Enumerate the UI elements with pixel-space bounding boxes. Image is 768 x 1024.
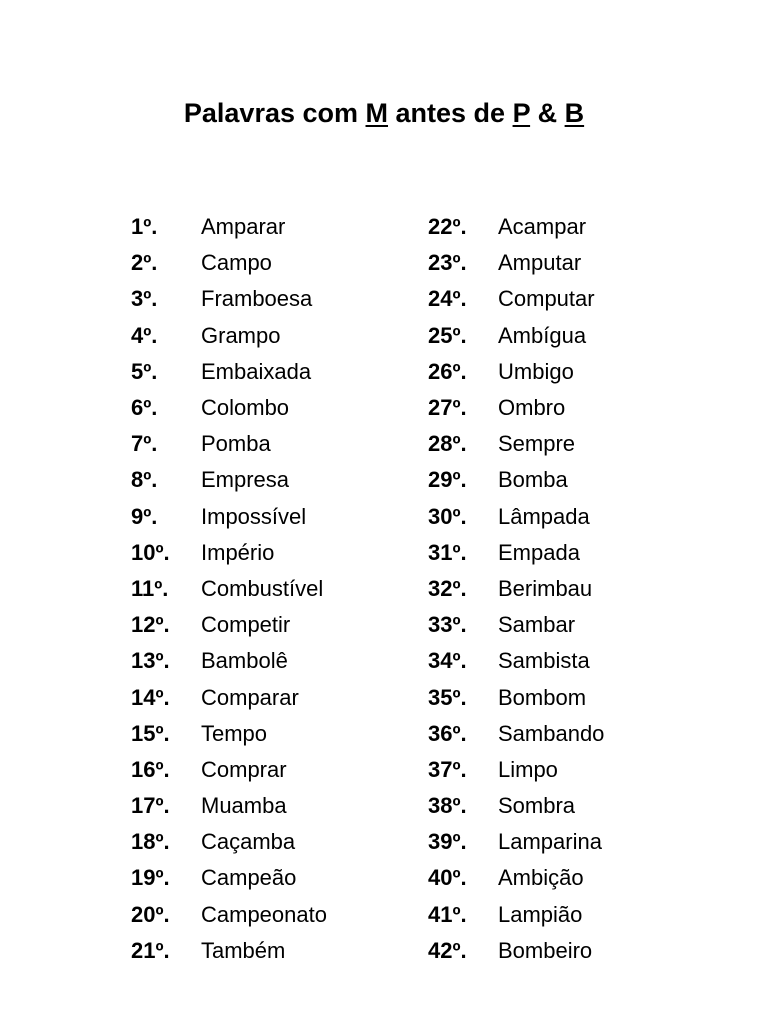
title-text-1: Palavras com	[183, 98, 366, 128]
item-number: 2º.	[131, 250, 158, 276]
item-number: 7º.	[131, 431, 158, 457]
list-item	[131, 860, 421, 896]
item-word: Bombom	[498, 684, 587, 710]
list-item	[131, 824, 421, 860]
title-letter-m: M	[365, 98, 389, 128]
item-number: 16º.	[131, 756, 170, 782]
item-number: 20º.	[131, 901, 170, 927]
list-item	[428, 318, 718, 354]
list-item	[428, 390, 718, 426]
item-word: Lâmpada	[498, 503, 590, 529]
title-letter-p: P	[512, 98, 531, 128]
item-number: 32º.	[428, 575, 467, 601]
list-item	[428, 752, 718, 788]
list-item	[428, 571, 718, 607]
item-number: 24º.	[428, 286, 467, 312]
list-item	[428, 281, 718, 317]
item-number: 22º.	[428, 214, 467, 240]
item-word: Sombra	[498, 793, 576, 819]
item-number: 37º.	[428, 756, 467, 782]
list-item	[131, 897, 421, 933]
list-item	[428, 535, 718, 571]
item-number: 12º.	[131, 612, 170, 638]
item-word: Framboesa	[201, 286, 313, 312]
item-word: Sambando	[498, 720, 605, 746]
item-number: 5º.	[131, 358, 158, 384]
list-item	[428, 209, 718, 245]
item-word: Sempre	[498, 431, 576, 457]
item-number: 29º.	[428, 467, 467, 493]
list-item	[428, 860, 718, 896]
item-number: 35º.	[428, 684, 467, 710]
list-item	[131, 679, 421, 715]
item-word: Campeão	[201, 865, 297, 891]
item-number: 31º.	[428, 539, 467, 565]
list-item	[131, 643, 421, 679]
item-number: 4º.	[131, 322, 158, 348]
item-number: 25º.	[428, 322, 467, 348]
item-number: 23º.	[428, 250, 467, 276]
item-word: Ambição	[498, 865, 584, 891]
item-number: 15º.	[131, 720, 170, 746]
word-list-left	[131, 209, 421, 969]
item-number: 34º.	[428, 648, 467, 674]
item-word: Impossível	[201, 503, 307, 529]
list-item	[131, 571, 421, 607]
item-word: Amputar	[498, 250, 582, 276]
list-item	[131, 281, 421, 317]
item-word: Umbigo	[498, 358, 574, 384]
item-number: 36º.	[428, 720, 467, 746]
item-number: 30º.	[428, 503, 467, 529]
item-number: 10º.	[131, 539, 170, 565]
item-word: Sambista	[498, 648, 590, 674]
item-number: 38º.	[428, 793, 467, 819]
item-number: 17º.	[131, 793, 170, 819]
list-item	[131, 462, 421, 498]
word-list-right	[428, 209, 718, 969]
list-item	[428, 426, 718, 462]
item-word: Muamba	[201, 793, 287, 819]
item-number: 27º.	[428, 395, 467, 421]
list-item	[131, 245, 421, 281]
page-title	[0, 96, 768, 130]
item-number: 28º.	[428, 431, 467, 457]
list-item	[428, 788, 718, 824]
title-text-2: antes de	[388, 98, 513, 128]
item-number: 39º.	[428, 829, 467, 855]
list-item	[428, 462, 718, 498]
item-number: 8º.	[131, 467, 158, 493]
list-item	[131, 390, 421, 426]
item-number: 41º.	[428, 901, 467, 927]
item-word: Combustível	[201, 575, 324, 601]
title-text-3: &	[530, 98, 565, 128]
list-item	[428, 499, 718, 535]
list-item	[428, 897, 718, 933]
item-word: Lamparina	[498, 829, 602, 855]
item-number: 42º.	[428, 937, 467, 963]
item-word: Campeonato	[201, 901, 327, 927]
item-word: Grampo	[201, 322, 281, 348]
item-word: Limpo	[498, 756, 558, 782]
title-letter-b: B	[564, 98, 585, 128]
item-word: Empresa	[201, 467, 290, 493]
item-word: Império	[201, 539, 275, 565]
list-item	[131, 933, 421, 969]
item-number: 3º.	[131, 286, 158, 312]
item-number: 19º.	[131, 865, 170, 891]
item-word: Competir	[201, 612, 291, 638]
item-word: Pomba	[201, 431, 271, 457]
item-word: Também	[201, 937, 286, 963]
list-item	[131, 499, 421, 535]
item-number: 26º.	[428, 358, 467, 384]
item-word: Bomba	[498, 467, 568, 493]
list-item	[428, 245, 718, 281]
list-item	[131, 752, 421, 788]
item-word: Lampião	[498, 901, 583, 927]
list-item	[131, 716, 421, 752]
item-word: Colombo	[201, 395, 290, 421]
list-item	[131, 535, 421, 571]
item-word: Bambolê	[201, 648, 288, 674]
item-word: Campo	[201, 250, 272, 276]
item-number: 40º.	[428, 865, 467, 891]
list-item	[131, 788, 421, 824]
item-word: Ombro	[498, 395, 566, 421]
list-item	[428, 824, 718, 860]
item-word: Embaixada	[201, 358, 312, 384]
item-word: Tempo	[201, 720, 268, 746]
item-word: Berimbau	[498, 575, 593, 601]
list-item	[428, 607, 718, 643]
item-number: 6º.	[131, 395, 158, 421]
list-item	[428, 933, 718, 969]
item-number: 33º.	[428, 612, 467, 638]
item-number: 1º.	[131, 214, 158, 240]
item-word: Comprar	[201, 756, 287, 782]
list-item	[131, 354, 421, 390]
list-item	[131, 209, 421, 245]
item-number: 11º.	[131, 575, 169, 601]
list-item	[428, 354, 718, 390]
item-word: Empada	[498, 539, 580, 565]
item-number: 18º.	[131, 829, 170, 855]
item-number: 14º.	[131, 684, 170, 710]
list-item	[428, 679, 718, 715]
list-item	[428, 716, 718, 752]
item-word: Sambar	[498, 612, 576, 638]
item-number: 13º.	[131, 648, 170, 674]
item-word: Ambígua	[498, 322, 587, 348]
item-word: Bombeiro	[498, 937, 593, 963]
item-number: 9º.	[131, 503, 158, 529]
item-word: Amparar	[201, 214, 286, 240]
item-number: 21º.	[131, 937, 170, 963]
list-item	[131, 607, 421, 643]
list-item	[131, 426, 421, 462]
item-word: Comparar	[201, 684, 299, 710]
list-item	[428, 643, 718, 679]
item-word: Caçamba	[201, 829, 296, 855]
list-item	[131, 318, 421, 354]
item-word: Computar	[498, 286, 595, 312]
item-word: Acampar	[498, 214, 587, 240]
